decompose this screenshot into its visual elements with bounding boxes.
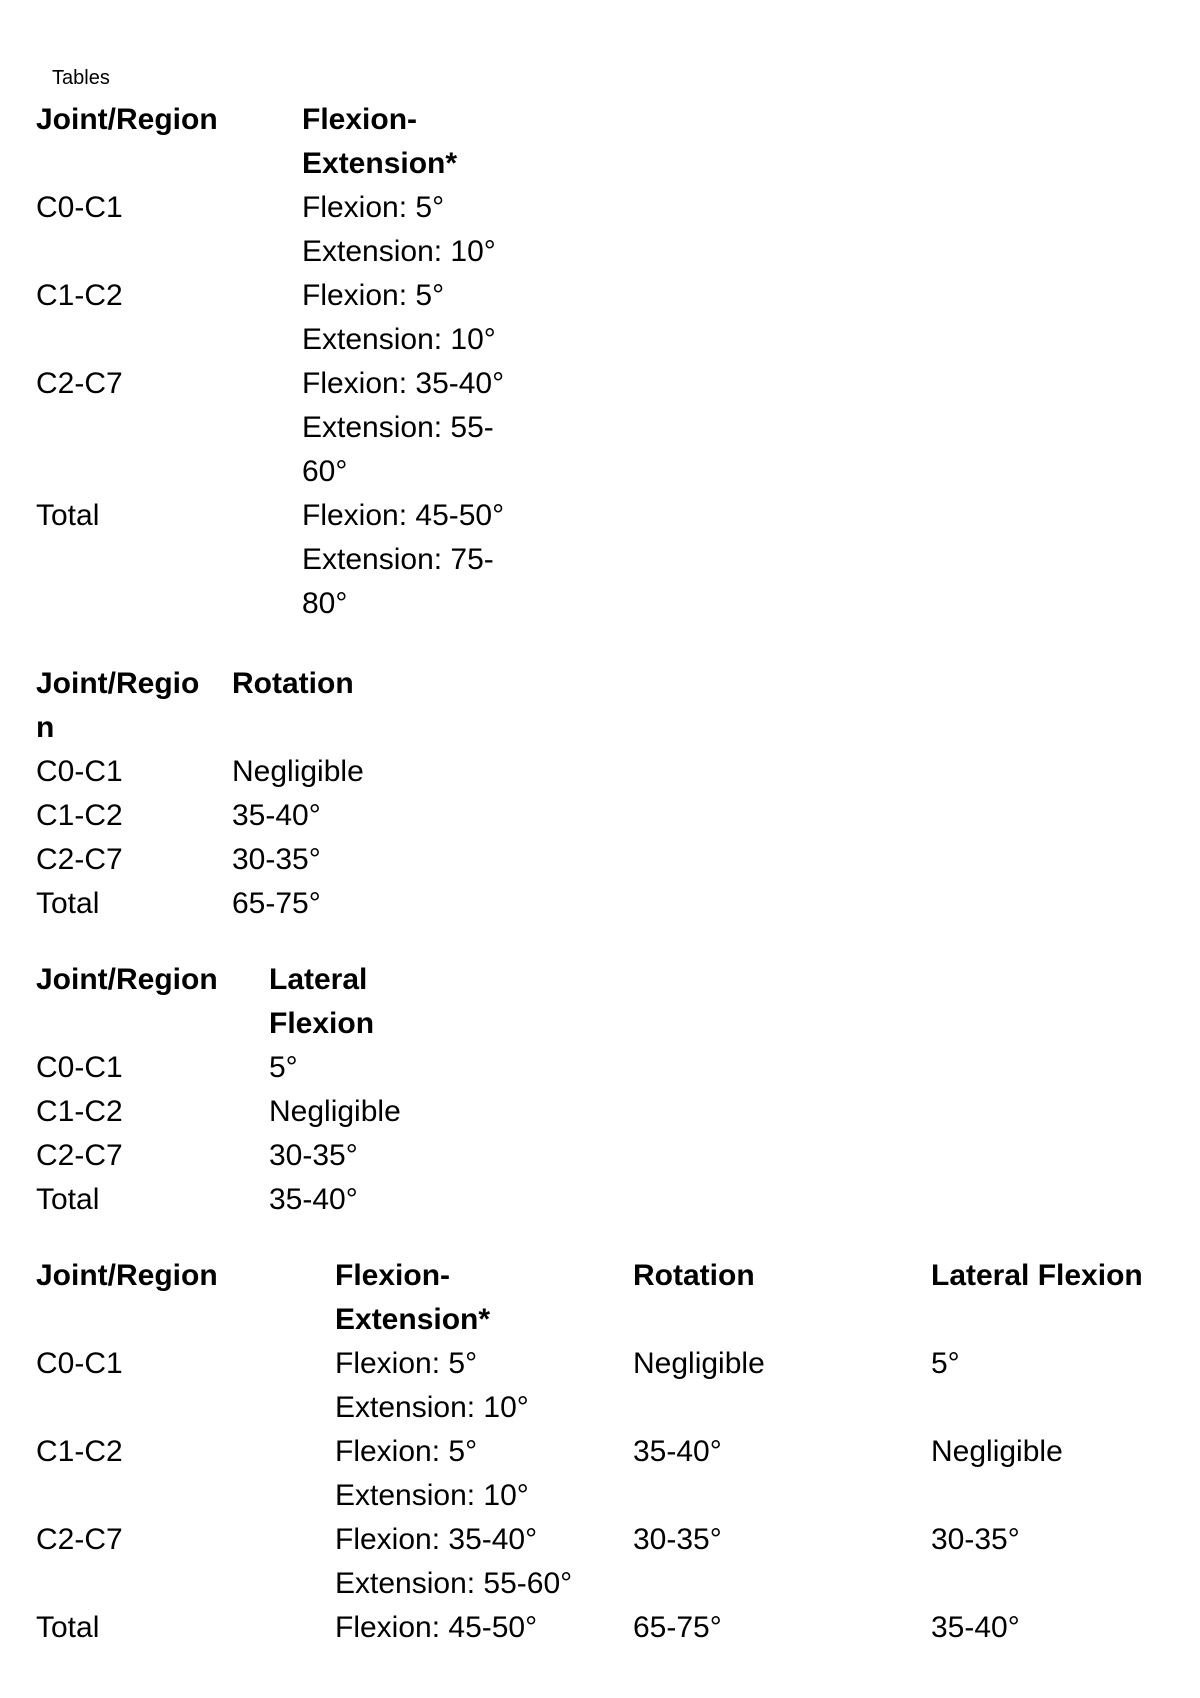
table-row xyxy=(36,1046,469,1090)
cell-line: Flexion: 45-50° xyxy=(302,499,505,532)
region-cell: C1-C2 xyxy=(36,799,123,832)
rotation-cell: 30-35° xyxy=(633,1523,722,1556)
flexion-extension-cell xyxy=(335,1342,633,1430)
table-header-row xyxy=(36,958,469,1046)
table-row xyxy=(36,750,432,794)
table-row xyxy=(36,1430,1171,1518)
cell-line: Extension: 75- xyxy=(302,543,494,576)
cell-line: Extension: 10° xyxy=(302,235,496,268)
table-row xyxy=(36,1134,469,1178)
table-row xyxy=(36,794,432,838)
column-header-joint-region: Joint/Region xyxy=(36,1259,218,1292)
header-line: Flexion- xyxy=(335,1259,451,1292)
rotation-cell: 65-75° xyxy=(232,887,321,920)
table-header-row xyxy=(36,1254,1171,1342)
region-cell: C2-C7 xyxy=(36,843,123,876)
cell-line: Flexion: 5° xyxy=(335,1435,478,1468)
cell-line: Flexion: 35-40° xyxy=(335,1523,538,1556)
header-line: Flexion- xyxy=(302,103,418,136)
cell-line: Extension: 55- xyxy=(302,411,494,444)
header-line: Flexion xyxy=(269,1007,375,1040)
rotation-cell: Negligible xyxy=(633,1347,765,1380)
cell-line: Flexion: 5° xyxy=(335,1347,478,1380)
region-cell: C0-C1 xyxy=(36,191,123,224)
rotation-cell: 35-40° xyxy=(232,799,321,832)
table-row xyxy=(36,838,432,882)
flexion-extension-cell xyxy=(302,494,532,626)
region-cell: C0-C1 xyxy=(36,1051,123,1084)
header-line: n xyxy=(36,711,55,744)
column-header-rotation: Rotation xyxy=(232,667,354,700)
cell-line: Flexion: 45-50° xyxy=(335,1611,538,1644)
flexion-extension-cell xyxy=(335,1606,633,1650)
column-header-joint-region xyxy=(36,662,232,750)
table-row xyxy=(36,1518,1171,1606)
column-header-lateral-flexion: Lateral Flexion xyxy=(931,1259,1143,1292)
lateral-flexion-cell: Negligible xyxy=(931,1435,1063,1468)
region-cell: C2-C7 xyxy=(36,1139,123,1172)
table-row xyxy=(36,1606,1171,1650)
table-row xyxy=(36,362,532,494)
lateral-flexion-cell: 5° xyxy=(269,1051,298,1084)
rotation-cell: 35-40° xyxy=(633,1435,722,1468)
cell-line: Extension: 10° xyxy=(335,1479,529,1512)
table-row xyxy=(36,1090,469,1134)
cell-line: Flexion: 5° xyxy=(302,191,445,224)
lateral-flexion-cell: Negligible xyxy=(269,1095,401,1128)
table-row xyxy=(36,882,432,926)
header-line: Extension* xyxy=(335,1303,491,1336)
flexion-extension-cell xyxy=(302,186,532,274)
lateral-flexion-cell: 5° xyxy=(931,1347,960,1380)
region-cell: C1-C2 xyxy=(36,1435,123,1468)
table-row xyxy=(36,186,532,274)
rotation-table xyxy=(36,662,432,926)
table-row xyxy=(36,274,532,362)
region-cell: C2-C7 xyxy=(36,1523,123,1556)
table-row xyxy=(36,1178,469,1222)
region-cell: C1-C2 xyxy=(36,1095,123,1128)
combined-table xyxy=(36,1254,1171,1650)
column-header-rotation: Rotation xyxy=(633,1259,755,1292)
table-header-row xyxy=(36,662,432,750)
rotation-cell: Negligible xyxy=(232,755,364,788)
cell-line: 80° xyxy=(302,587,348,620)
flexion-extension-cell xyxy=(335,1430,633,1518)
flexion-extension-table xyxy=(36,98,532,626)
region-cell: C0-C1 xyxy=(36,755,123,788)
header-line: Joint/Regio xyxy=(36,667,200,700)
cell-line: Flexion: 5° xyxy=(302,279,445,312)
table-row xyxy=(36,494,532,626)
table-row xyxy=(36,1342,1171,1430)
column-header-flexion-extension xyxy=(335,1254,633,1342)
lateral-flexion-cell: 30-35° xyxy=(931,1523,1020,1556)
cell-line: 60° xyxy=(302,455,348,488)
cell-line: Extension: 55-60° xyxy=(335,1567,573,1600)
lateral-flexion-table xyxy=(36,958,469,1222)
rotation-cell: 30-35° xyxy=(232,843,321,876)
region-cell: Total xyxy=(36,499,100,532)
header-line: Extension* xyxy=(302,147,458,180)
lateral-flexion-cell: 35-40° xyxy=(269,1183,358,1216)
table-header-row xyxy=(36,98,532,186)
region-cell: C0-C1 xyxy=(36,1347,123,1380)
region-cell: Total xyxy=(36,1611,100,1644)
flexion-extension-cell xyxy=(302,274,532,362)
region-cell: Total xyxy=(36,1183,100,1216)
column-header-joint-region: Joint/Region xyxy=(36,963,218,996)
page-label: Tables xyxy=(52,67,110,89)
header-line: Lateral xyxy=(269,963,368,996)
region-cell: Total xyxy=(36,887,100,920)
region-cell: C1-C2 xyxy=(36,279,123,312)
rotation-cell: 65-75° xyxy=(633,1611,722,1644)
column-header-lateral-flexion xyxy=(269,958,469,1046)
cell-line: Extension: 10° xyxy=(335,1391,529,1424)
cell-line: Flexion: 35-40° xyxy=(302,367,505,400)
column-header-joint-region: Joint/Region xyxy=(36,103,218,136)
region-cell: C2-C7 xyxy=(36,367,123,400)
column-header-flexion-extension xyxy=(302,98,532,186)
flexion-extension-cell xyxy=(335,1518,633,1606)
flexion-extension-cell xyxy=(302,362,532,494)
lateral-flexion-cell: 35-40° xyxy=(931,1611,1020,1644)
lateral-flexion-cell: 30-35° xyxy=(269,1139,358,1172)
cell-line: Extension: 10° xyxy=(302,323,496,356)
